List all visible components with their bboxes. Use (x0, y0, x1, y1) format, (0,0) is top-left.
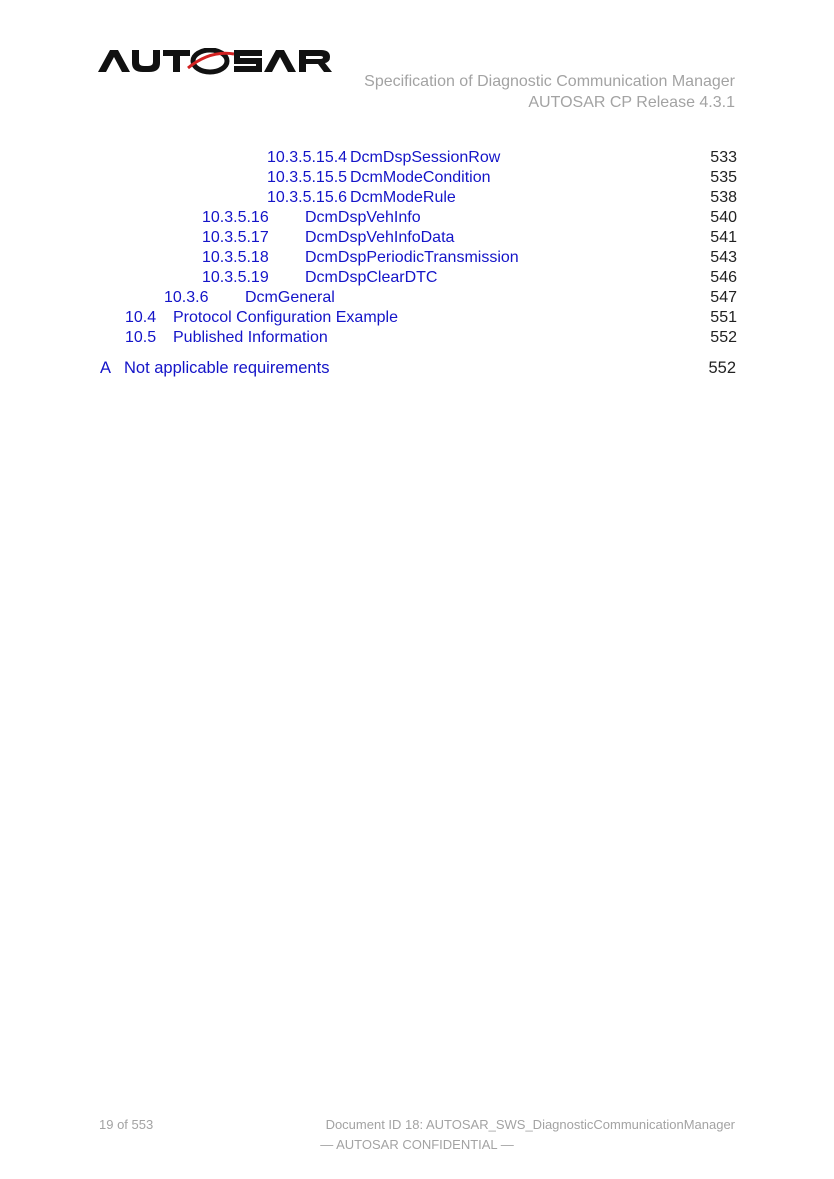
toc-title: DcmDspPeriodicTransmission (305, 249, 519, 266)
toc-entry[interactable] (267, 148, 737, 168)
toc-entry[interactable] (267, 188, 737, 208)
toc-leader (345, 328, 695, 348)
toc-entry[interactable] (267, 168, 737, 188)
toc-number: A (100, 359, 112, 377)
toc-leader (450, 268, 695, 288)
release-label: AUTOSAR CP Release 4.3.1 (528, 94, 735, 111)
toc-entry[interactable] (202, 248, 737, 268)
toc-title: DcmModeRule (350, 189, 456, 206)
toc-entry[interactable] (202, 268, 737, 288)
toc-leader (505, 168, 695, 188)
toc-page: 535 (710, 169, 737, 186)
toc-leader (517, 148, 695, 168)
toc-page: 552 (710, 329, 737, 346)
toc-entry[interactable] (125, 308, 737, 328)
toc-leader (413, 308, 695, 328)
toc-entry[interactable] (202, 208, 737, 228)
toc-page: 533 (710, 149, 737, 166)
toc-page: 551 (710, 309, 737, 326)
toc-number: 10.3.5.17 (202, 229, 269, 246)
toc-leader (464, 228, 695, 248)
spec-title: Specification of Diagnostic Communication Manager (364, 73, 735, 90)
toc-number: 10.3.5.15.6 (267, 189, 348, 206)
toc-title: Not applicable requirements (124, 359, 330, 377)
header-info (364, 71, 735, 113)
toc-title: Published Information (173, 329, 328, 346)
confidential-notice (0, 1137, 834, 1152)
toc-appendix-entry[interactable] (100, 358, 736, 380)
toc-title: Protocol Configuration Example (173, 309, 399, 326)
toc-title: DcmGeneral (245, 289, 335, 306)
toc-title: DcmDspVehInfo (305, 209, 421, 226)
toc-number: 10.3.5.15.4 (267, 149, 348, 166)
autosar-logo (98, 48, 340, 76)
toc-leader (434, 208, 695, 228)
toc-title: DcmModeCondition (350, 169, 491, 186)
toc-page: 547 (710, 289, 737, 306)
toc-title: DcmDspVehInfoData (305, 229, 455, 246)
toc-page: 552 (708, 359, 736, 377)
toc-page: 538 (710, 189, 737, 206)
confidential-label: — AUTOSAR CONFIDENTIAL — (320, 1137, 514, 1152)
toc-number: 10.4 (125, 309, 157, 326)
toc-title: DcmDspSessionRow (350, 149, 501, 166)
toc-page: 540 (710, 209, 737, 226)
toc-number: 10.3.6 (164, 289, 209, 306)
toc-number: 10.3.5.18 (202, 249, 269, 266)
toc-page: 541 (710, 229, 737, 246)
toc-number: 10.3.5.16 (202, 209, 269, 226)
toc-number: 10.5 (125, 329, 157, 346)
toc-page: 543 (710, 249, 737, 266)
toc-number: 10.3.5.19 (202, 269, 269, 286)
toc-leader (465, 188, 695, 208)
toc-leader (530, 248, 695, 268)
toc-entry[interactable] (202, 228, 737, 248)
toc-title: DcmDspClearDTC (305, 269, 438, 286)
autosar-logo-icon (98, 48, 340, 76)
toc-entry[interactable] (164, 288, 737, 308)
toc-number: 10.3.5.15.5 (267, 169, 348, 186)
toc-leader (346, 288, 695, 308)
document-id: Document ID 18: AUTOSAR_SWS_DiagnosticCommunicationManager (325, 1117, 735, 1132)
page-number: 19 of 553 (99, 1117, 154, 1132)
toc-entry[interactable] (125, 328, 737, 348)
toc-page: 546 (710, 269, 737, 286)
